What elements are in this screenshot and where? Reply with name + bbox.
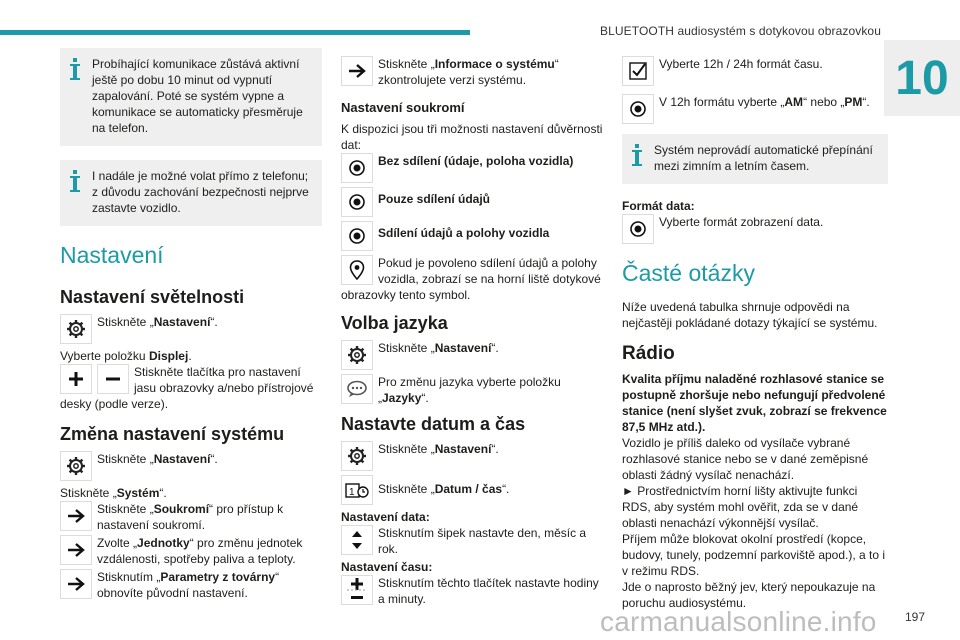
- info-icon: [632, 144, 642, 166]
- gear-icon: [341, 340, 373, 370]
- info-box: [622, 134, 888, 184]
- step-settings: Stiskněte „Nastavení“.: [60, 451, 322, 483]
- column-left: [60, 48, 322, 603]
- radio-icon: [622, 94, 654, 124]
- step-settings: Stiskněte „Nastavení“.: [341, 340, 606, 372]
- info-text: I nadále je možné volat přímo z telefonu; z důvodu zachování bezpečnosti nejprve zastavte vozidlo.: [92, 169, 309, 215]
- step-set-time: Stisknutím těchto tlačítek nastavte hodiny a minuty.: [341, 575, 606, 607]
- step-date-time: 1 Stiskněte „Datum / čas“.: [341, 475, 606, 507]
- step-am-pm: V 12h formátu vyberte „AM“ nebo „PM“.: [622, 94, 888, 126]
- instruction: Vyberte položku Displej.: [60, 349, 192, 363]
- step-settings: Stiskněte „Nastavení“.: [60, 314, 322, 346]
- section-title: Nastavení: [60, 242, 164, 268]
- set-time-label: Nastavení času:: [341, 560, 433, 574]
- gear-icon: [341, 441, 373, 471]
- column-middle: [341, 48, 606, 609]
- subsection-title: Rádio: [622, 343, 675, 364]
- page-number: 197: [904, 610, 925, 624]
- step-system-info: Stiskněte „Informace o systému“ zkontrolujete verzi systému.: [341, 56, 606, 88]
- info-text: Probíhající komunikace zůstává aktivní ještě po dobu 10 minut od vypnutí zapalování. Poté se systém vypne a komunikace se automaticky přesměruje na telefon.: [92, 57, 303, 135]
- info-box: [60, 48, 322, 146]
- svg-text:1: 1: [349, 487, 355, 498]
- radio-icon: [622, 214, 654, 244]
- speech-bubble-icon: [341, 374, 373, 404]
- privacy-option: Sdílení údajů a polohy vozidla: [341, 221, 606, 253]
- arrow-right-icon: [60, 501, 92, 531]
- radio-icon: [341, 187, 373, 217]
- info-icon: [70, 170, 80, 192]
- arrow-right-icon: [60, 569, 92, 599]
- set-date-label: Nastavení data:: [341, 510, 430, 524]
- faq-answer: Jde o naprosto běžný jev, který nepoukazuje na poruchu audiosystému.: [622, 580, 876, 610]
- step-time-format: Vyberte 12h / 24h formát času.: [622, 56, 888, 88]
- step-units: Zvolte „Jednotky“ pro změnu jednotek vzdálenosti, spotřeby paliva a teploty.: [60, 535, 322, 567]
- step-text: Stiskněte tlačítka pro nastavení jasu obrazovky a/nebo přístrojové desky (podle verze).: [60, 365, 314, 411]
- checkbox-icon: [622, 56, 654, 86]
- faq-question: Kvalita příjmu naladěné rozhlasové stanice se postupně zhoršuje nebo nefungují předvolené stanice (není slyšet zvuk, zobrazí se frekvence 87,5 MHz atd.).: [622, 372, 887, 434]
- step-factory-reset: Stisknutím „Parametry z továrny“ obnovíte původní nastavení.: [60, 569, 322, 601]
- subsection-title: Změna nastavení systému: [60, 424, 285, 444]
- info-box: [60, 160, 322, 226]
- minus-icon: [97, 364, 129, 394]
- subsection-title: Volba jazyka: [341, 313, 448, 333]
- step-settings: Stiskněte „Nastavení“.: [341, 441, 606, 473]
- subsection-title: Nastavení světelnosti: [60, 287, 245, 307]
- plus-icon: [60, 364, 92, 394]
- step-set-date: Stisknutím šipek nastavte den, měsíc a rok.: [341, 525, 606, 557]
- radio-icon: [341, 221, 373, 251]
- running-header: BLUETOOTH audiosystém s dotykovou obrazovkou: [600, 24, 881, 38]
- up-down-arrows-icon: [341, 525, 373, 555]
- privacy-note: Pokud je povoleno sdílení údajů a polohy vozidla, zobrazí se na horní liště dotykové obrazovky tento symbol.: [341, 256, 601, 302]
- subsection-title: Nastavení soukromí: [341, 100, 465, 115]
- watermark: carmanualsonline.info: [600, 606, 877, 637]
- faq-intro: Níže uvedená tabulka shrnuje odpovědi na nejčastěji pokládané dotazy týkající se systému.: [622, 300, 878, 330]
- privacy-option: Bez sdílení (údaje, poloha vozidla): [341, 153, 606, 185]
- faq-answer: Příjem může blokovat okolní prostředí (kopce, budovy, tunely, podzemní parkoviště apod.), a to i v režimu RDS.: [622, 532, 886, 578]
- gear-icon: [60, 314, 92, 344]
- instruction: Stiskněte „Systém“.: [60, 486, 167, 500]
- privacy-option: Pouze sdílení údajů: [341, 187, 606, 219]
- gear-icon: [60, 451, 92, 481]
- info-text: Systém neprovádí automatické přepínání mezi zimním a letním časem.: [654, 143, 873, 173]
- section-title: Časté otázky: [622, 260, 755, 286]
- step-privacy: Stiskněte „Soukromí“ pro přístup k nastavení soukromí.: [60, 501, 322, 533]
- chapter-tab: [884, 40, 960, 116]
- faq-answer: ► Prostřednictvím horní lišty aktivujte funkci RDS, aby systém mohl ověřit, zda se v dané oblasti nenachází výkonnější vysílač.: [622, 484, 859, 530]
- chapter-number: 10: [895, 51, 949, 105]
- radio-icon: [341, 153, 373, 183]
- arrow-right-icon: [341, 56, 373, 86]
- header-accent-bar: [0, 30, 470, 35]
- step-date-format: Vyberte formát zobrazení data.: [622, 214, 888, 246]
- step-brightness: [60, 364, 322, 412]
- plus-minus-icon: [341, 575, 373, 605]
- privacy-intro: K dispozici jsou tři možnosti nastavení důvěrnosti dat:: [341, 122, 603, 152]
- step-languages: Pro změnu jazyka vyberte položku „Jazyky“.: [341, 374, 606, 406]
- date-format-label: Formát data:: [622, 199, 695, 213]
- column-right: [622, 48, 888, 611]
- faq-answer: Vozidlo je příliš daleko od vysílače vybrané rozhlasové stanice nebo se v dané zeměpisné oblasti žádný vysílač nenachází.: [622, 436, 869, 482]
- arrow-right-icon: [60, 535, 92, 565]
- info-icon: [70, 58, 80, 80]
- location-pin-icon: [341, 255, 373, 285]
- calendar-clock-icon: [341, 475, 373, 505]
- subsection-title: Nastavte datum a čas: [341, 414, 526, 434]
